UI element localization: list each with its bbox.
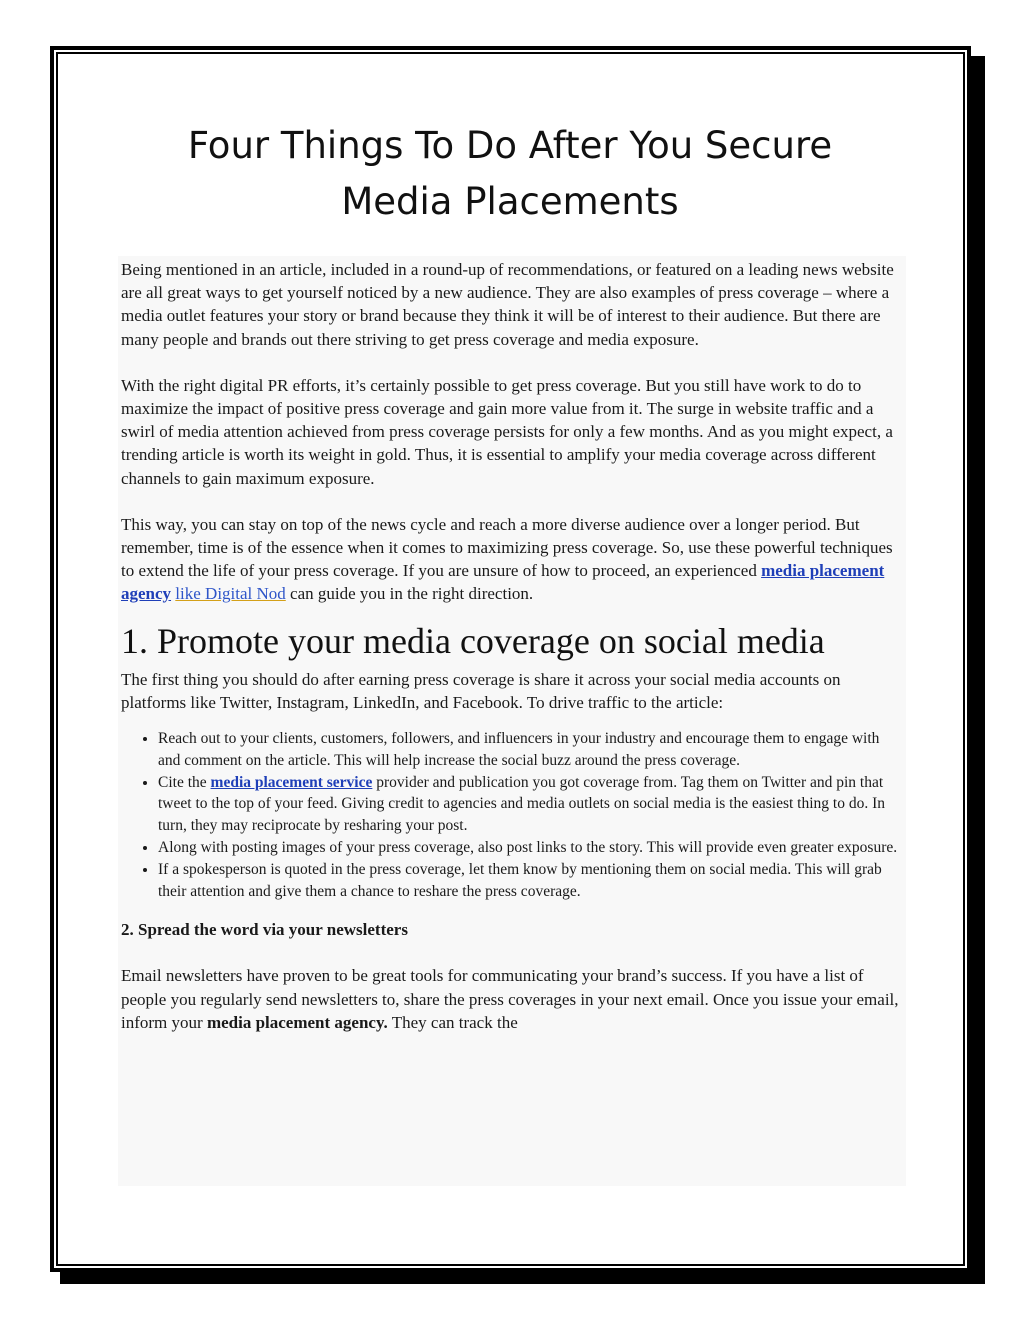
- media-placement-service-link[interactable]: media placement service: [210, 773, 373, 791]
- section-2-heading: 2. Spread the word via your newsletters: [121, 920, 408, 940]
- bullet2-text-before: Cite the: [158, 773, 211, 791]
- list-item: • Along with posting images of your press coverage, also post links to the story. This will provide even greater exposure.: [158, 837, 901, 859]
- section2-bold-text: media placement agency.: [206, 1012, 388, 1032]
- media-placement-agency-link[interactable]: media placement agency: [121, 561, 885, 604]
- digital-nod-link[interactable]: like Digital Nod: [175, 584, 286, 604]
- section-1-heading: 1. Promote your media coverage on social media: [121, 620, 825, 661]
- list-item: • Reach out to your clients, customers, followers, and influencers in your industry and encourage them to engage with and comment on the article. This will help increase the social buzz around the press coverage.: [158, 728, 901, 772]
- list-item: • If a spokesperson is quoted in the press coverage, let them know by mentioning them on social media. This will grab their attention and give them a chance to reshare the press coverage.: [158, 859, 901, 903]
- intro-paragraph-2: With the right digital PR efforts, it’s certainly possible to get press coverage. But you still have work to do to maximize the impact of positive press coverage and gain more value from it. The surge in website traffic and a swirl of media attention achieved from press coverage persists for only a few months. And as you might expect, a trending article is worth its weight in gold. Thus, it is essential to amplify your media coverage across different channels to gain maximum exposure.: [121, 375, 893, 488]
- document-body: [121, 258, 901, 1057]
- section-1-intro: The first thing you should do after earning press coverage is share it across your social media accounts on platforms like Twitter, Instagram, LinkedIn, and Facebook. To drive traffic to the article:: [121, 669, 841, 712]
- intro-paragraph-3: [121, 513, 901, 606]
- section2-text-before: Email newsletters have proven to be great tools for communicating your brand’s success. If you have a list of people you regularly send newsletters to, share the press coverages in your next email. Once you issue your email, inform your: [121, 966, 899, 1032]
- title-line-2: Media Placements: [341, 180, 679, 223]
- section2-text-after: They can track the: [387, 1012, 518, 1032]
- title-line-1: Four Things To Do After You Secure: [187, 124, 833, 167]
- intro-paragraph-1: Being mentioned in an article, included in a round-up of recommendations, or featured on a leading news website are all great ways to get yourself noticed by a new audience. They are also examples of press coverage – where a media outlet features your story or brand because they think it will be of interest to their audience. But there are many people and brands out there striving to get press coverage and media exposure.: [121, 260, 894, 349]
- document-title: [100, 118, 920, 230]
- para3-text-before: This way, you can stay on top of the news cycle and reach a more diverse audience over a longer period. But remember, time is of the essence when it comes to maximizing press coverage. So, use these powerful techniques to extend the life of your press coverage. If you are unsure of how to proceed, an experienced: [121, 514, 893, 581]
- para3-text-after: can guide you in the right direction.: [285, 584, 534, 604]
- bullet2-text-after: provider and publication you got coverage from. Tag them on Twitter and pin that tweet to the top of your feed. Giving credit to agencies and media outlets on social media is the easiest thing to do. In turn, they may reciprocate by resharing your post.: [158, 773, 886, 835]
- section-2-paragraph: [121, 964, 901, 1034]
- social-media-tips-list: [121, 728, 901, 902]
- list-item: [158, 772, 901, 837]
